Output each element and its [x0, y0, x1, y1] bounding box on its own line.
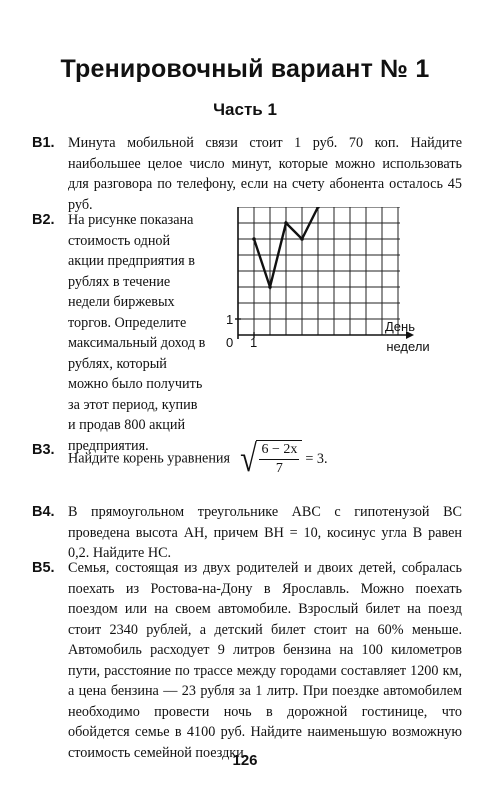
task-b3-label: B3.	[32, 442, 55, 458]
task-b5	[32, 558, 462, 763]
chart-origin-label: 0	[226, 335, 234, 350]
fraction-denominator: 7	[275, 461, 283, 476]
equation-rhs: = 3.	[305, 450, 328, 467]
fraction-numerator: 6 − 2x	[259, 441, 299, 460]
task-b4-text: В прямоугольном треугольнике ABC с гипотенузой BC проведена высота AH, причем BH = 10, косинус угла B равен 0,2. Найдите HC.	[68, 504, 462, 561]
equation	[238, 440, 328, 478]
price-point	[284, 221, 288, 225]
task-b1	[32, 133, 462, 215]
chart-grid	[238, 207, 400, 335]
sqrt-icon: √	[239, 438, 257, 480]
price-point	[300, 237, 304, 241]
price-point	[252, 237, 256, 241]
task-b4	[32, 502, 462, 564]
task-b3-text: Найдите корень уравнения	[68, 450, 231, 467]
chart-y-tick-label: 1	[226, 312, 234, 327]
task-b2-text: На рисунке показана стоимость одной акции предприятия в рублях в течение недели биржевых торгов. Определите максимальный доход в рублях, который можно было получить за этот период, купив и продав 800 акций предприятия.	[68, 212, 206, 454]
chart-xlabel-line1: День	[385, 319, 415, 334]
task-b2-label: B2.	[32, 212, 55, 228]
page-number: 126	[232, 752, 258, 769]
part-title: Часть 1	[213, 100, 277, 119]
page-title: Тренировочный вариант № 1	[60, 55, 430, 83]
task-b3	[32, 440, 462, 478]
task-b1-label: B1.	[32, 135, 55, 151]
chart-x-tick-label: 1	[250, 335, 258, 350]
task-b5-label: B5.	[32, 560, 55, 576]
task-b4-label: B4.	[32, 504, 55, 520]
chart-xlabel-line2: недели	[386, 339, 430, 354]
price-point	[268, 285, 272, 289]
task-b1-text: Минута мобильной связи стоит 1 руб. 70 коп. Найдите наибольшее целое число минут, которые можно использовать для разговора по телефону, если на счету абонента осталось 45 руб.	[68, 135, 462, 213]
task-b2	[32, 210, 207, 456]
price-chart	[210, 207, 460, 382]
task-b5-text: Семья, состоящая из двух родителей и двоих детей, собралась поехать из Ростова-на-Дону в Ярославль. Можно поехать поездом или на своем автомобиле. Взрослый билет на поезд стоит 2340 рублей, а детский билет стоит на 60% меньше. Автомобиль расходует 9 литров бензина на 100 километров пути, расстояние по трассе между городами составляет 1200 км, а цена бензина — 23 рубля за 1 литр. При поездке автомобилем необходимо провести ночь в дорожной гостинице, что обойдется семье в 4100 руб. Найдите наименьшую возможную стоимость семейной поездки.	[68, 560, 462, 761]
fraction	[256, 440, 302, 478]
